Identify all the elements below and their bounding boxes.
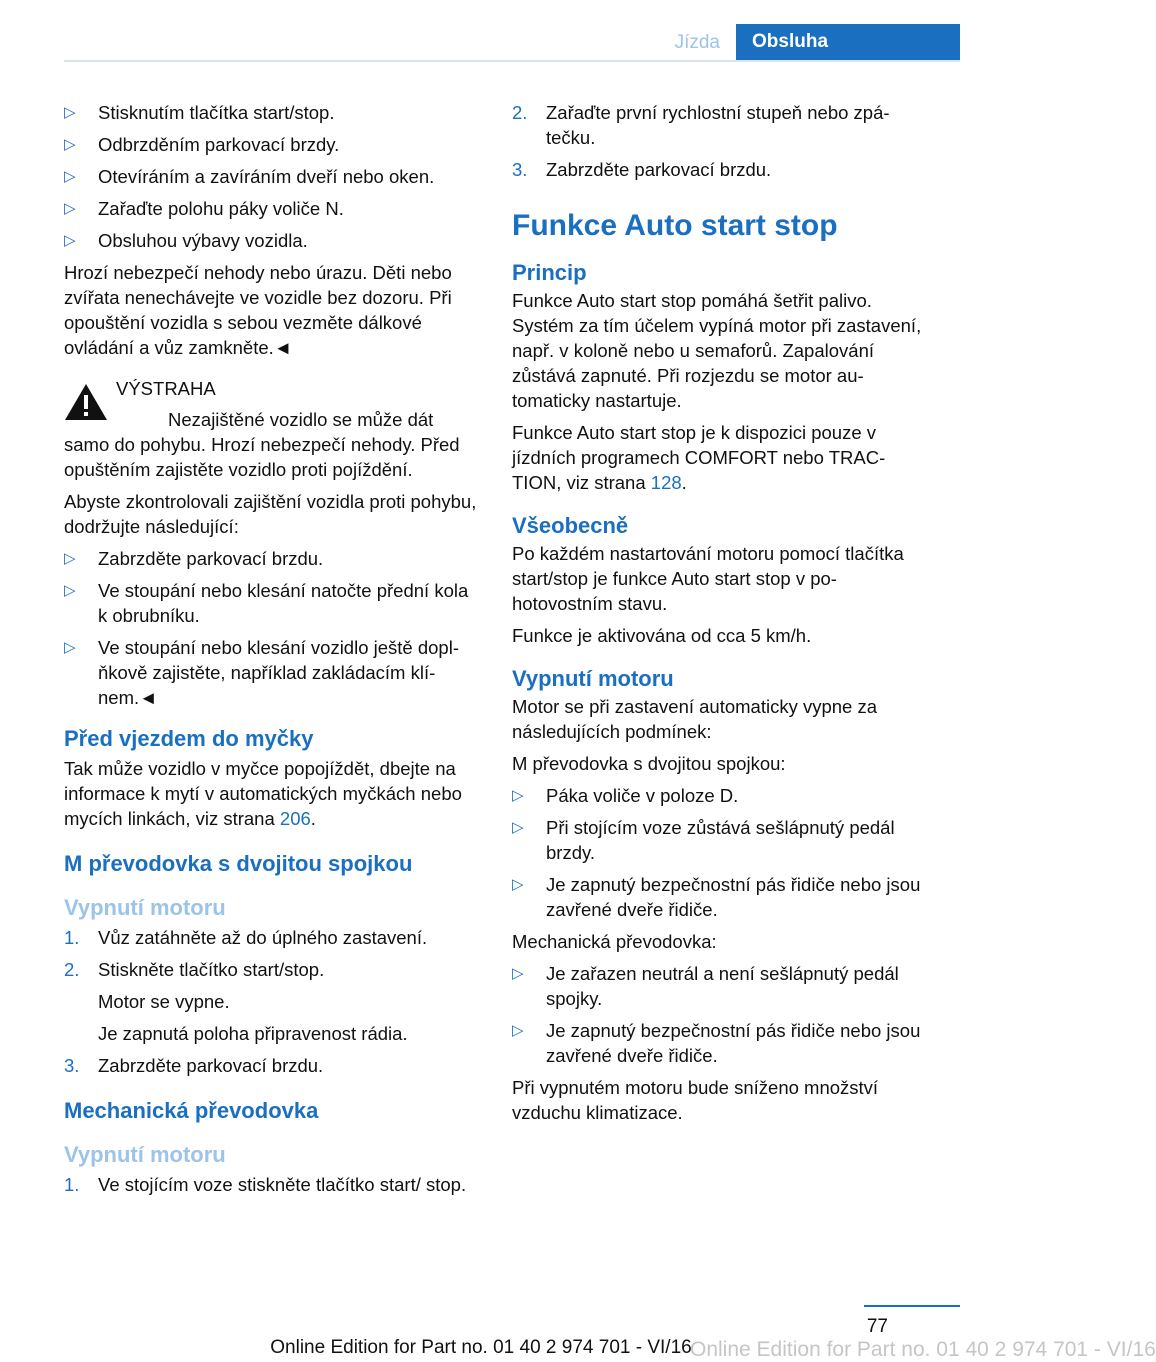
triangle-right-icon: ▷ [512, 965, 524, 982]
list-item: ▷ Obsluhou výbavy vozidla. [64, 230, 308, 251]
footer-divider [864, 1305, 960, 1307]
heading-dct: M převodovka s dvojitou spojkou [64, 851, 413, 876]
climate-paragraph: Při vypnutém motoru bude sníženo množství vzduchu klimatizace. [512, 1077, 879, 1123]
triangle-right-icon: ▷ [64, 232, 76, 249]
page-link-206[interactable]: 206 [279, 808, 311, 829]
car-wash-paragraph: Tak může vozidlo v myčce popojíždět, dbejte na informace k mytí v automatických myčkách nebo mycích linkách, viz strana 206. [64, 758, 462, 829]
princip-paragraph: Funkce Auto start stop pomáhá šetřit palivo. Systém za tím účelem vypíná motor při zastavení, např. v koloně nebo u semaforů. Zapalování zůstává zapnuté. Při rozjezdu se motor automaticky nastartuje. [512, 290, 922, 411]
list-item: ▷ Je zapnutý bezpečnostní pás řidiče nebo jsou zavřené dveře řidiče. [512, 1020, 921, 1066]
warning-title: VÝSTRAHA [116, 378, 216, 399]
warning-triangle-icon [64, 382, 108, 422]
heading-manual: Mechanická převodovka [64, 1098, 319, 1123]
right-column [512, 100, 928, 1132]
edition-text: Online Edition for Part no. 01 40 2 974 701 - VI/16 [270, 1337, 692, 1358]
list-item: ▷ Otevíráním a zavíráním dveří nebo oken. [64, 166, 435, 187]
triangle-right-icon: ▷ [64, 136, 76, 153]
check-intro: Abyste zkontrolovali zajištění vozidla proti pohybu, dodržujte následující: [64, 491, 477, 537]
list-item: ▷ Zařaďte polohu páky voliče N. [64, 198, 344, 219]
list-item: ▷ Páka voliče v poloze D. [512, 785, 739, 806]
triangle-right-icon: ▷ [512, 1022, 524, 1039]
list-item: 2. Stiskněte tlačítko start/stop. Motor se vypne. Je zapnutá poloha připravenost rádia. [64, 959, 408, 1044]
heading-general: Všeobecně [512, 513, 629, 538]
heading-engine-off: Vypnutí motoru [512, 666, 674, 691]
tab-obsluha: Obsluha [736, 24, 960, 62]
availability-paragraph: Funkce Auto start stop je k dispozici pouze v jízdních programech COMFORT nebo TRACTION, viz strana 128. [512, 422, 886, 493]
list-item: 3. Zabrzděte parkovací brzdu. [64, 1055, 324, 1076]
left-column [64, 100, 482, 1204]
list-item: 3. Zabrzděte parkovací brzdu. [512, 159, 772, 180]
dct-label: M převodovka s dvojitou spojkou: [512, 753, 786, 774]
list-item: ▷ Odbrzděním parkovací brzdy. [64, 134, 340, 155]
triangle-right-icon: ▷ [64, 550, 76, 567]
manual-label: Mechanická převodovka: [512, 931, 717, 952]
list-item: 1. Vůz zatáhněte až do úplného zastavení. [64, 927, 428, 948]
triangle-right-icon: ▷ [64, 582, 76, 599]
warning-box [64, 376, 482, 482]
heading-engine-off-manual: Vypnutí motoru [64, 1142, 226, 1167]
general-paragraph: Po každém nastartování motoru pomocí tlačítka start/stop je funkce Auto start stop v pohotovostním stavu. [512, 543, 904, 614]
triangle-right-icon: ▷ [512, 876, 524, 893]
triangle-right-icon: ▷ [512, 787, 524, 804]
heading-auto-start-stop: Funkce Auto start stop [512, 209, 838, 242]
page-link-128[interactable]: 128 [650, 472, 682, 493]
bullet-list-check [64, 546, 482, 710]
triangle-right-icon: ▷ [512, 819, 524, 836]
steps-continued [512, 100, 928, 182]
list-item: ▷ Ve stoupání nebo klesání natočte přední kola k obrubníku. [64, 580, 469, 626]
heading-princip: Princip [512, 260, 587, 285]
list-item: 1. Ve stojícím voze stiskněte tlačítko start/ stop. [64, 1174, 467, 1195]
page-number: 77 [866, 1316, 888, 1337]
danger-paragraph: Hrozí nebezpečí nehody nebo úrazu. Děti nebo zvířata nenechávejte ve vozidle bez dozoru. Při opouštění vozidla s sebou vezměte dálkové ovládání a vůz zamkněte.◄ [64, 262, 452, 358]
engine-off-intro: Motor se při zastavení automaticky vypne za následujících podmínek: [512, 696, 878, 742]
triangle-right-icon: ▷ [64, 200, 76, 217]
steps-manual [64, 1172, 482, 1197]
triangle-right-icon: ▷ [64, 168, 76, 185]
page-header [0, 0, 960, 62]
list-item: ▷ Stisknutím tlačítka start/stop. [64, 102, 335, 123]
list-item: 2. Zařaďte první rychlostní stupeň nebo zpátečku. [512, 102, 890, 148]
triangle-right-icon: ▷ [64, 104, 76, 121]
list-item: ▷ Zabrzděte parkovací brzdu. [64, 548, 324, 569]
list-item: ▷ Při stojícím voze zůstává sešlápnutý pedál brzdy. [512, 817, 895, 863]
watermark: Online Edition for Part no. 01 40 2 974 701 - VI/16 [690, 1338, 1156, 1361]
triangle-right-icon: ▷ [64, 639, 76, 656]
list-item: ▷ Je zapnutý bezpečnostní pás řidiče nebo jsou zavřené dveře řidiče. [512, 874, 921, 920]
manual-conditions [512, 961, 928, 1068]
steps-dct [64, 925, 482, 1078]
header-divider [64, 60, 960, 62]
tab-jizda: Jízda [674, 32, 720, 53]
bullet-list-top [64, 100, 482, 253]
heading-engine-off-dct: Vypnutí motoru [64, 895, 226, 920]
list-item: ▷ Je zařazen neutrál a není sešlápnutý pedál spojky. [512, 963, 899, 1009]
dct-conditions [512, 783, 928, 922]
list-item: ▷ Ve stoupání nebo klesání vozidlo ještě doplňkově zajistěte, například zakládacím klínem.◄ [64, 637, 460, 708]
active-paragraph: Funkce je aktivována od cca 5 km/h. [512, 625, 812, 646]
warning-text: Nezajištěné vozidlo se může dát samo do pohybu. Hrozí nebezpečí nehody. Před opuštěním zajistěte vozidlo proti pojíždění. [64, 409, 460, 480]
heading-car-wash: Před vjezdem do myčky [64, 726, 314, 751]
